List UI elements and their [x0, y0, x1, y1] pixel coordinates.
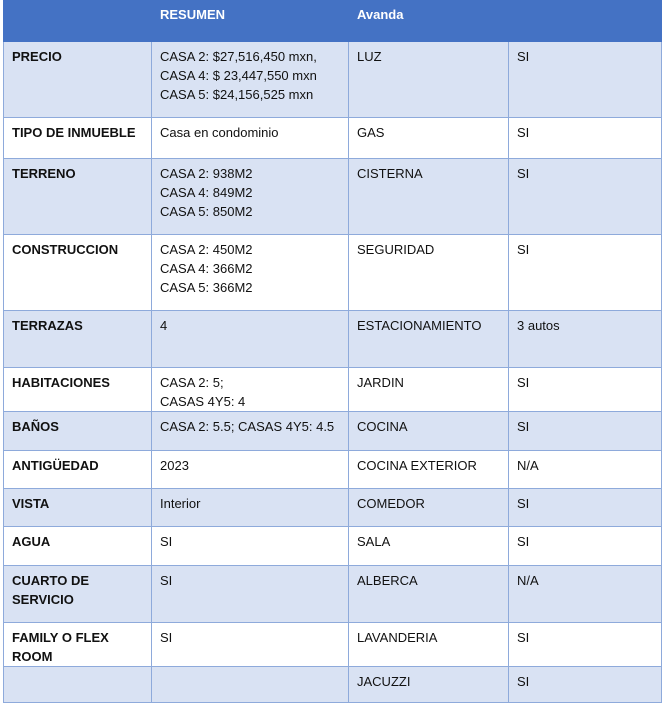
row-label: CUARTO DE SERVICIO: [4, 566, 152, 623]
row-value: [152, 368, 349, 412]
row-value: [152, 489, 349, 527]
row-label: VISTA: [4, 489, 152, 527]
row-value: [152, 451, 349, 489]
amenity-name: COCINA EXTERIOR: [349, 451, 509, 489]
table-row: [4, 235, 662, 311]
row-value-line: CASA 2: 450M2: [160, 242, 253, 257]
row-value: [152, 235, 349, 311]
property-summary-table: [3, 0, 662, 703]
row-label: AGUA: [4, 527, 152, 566]
amenity-status: SI: [509, 235, 662, 311]
row-value: [152, 566, 349, 623]
amenity-status: SI: [509, 368, 662, 412]
header-row: [4, 1, 662, 42]
amenity-name: SALA: [349, 527, 509, 566]
row-value-line: CASA 2: 938M2: [160, 166, 253, 181]
row-value-line: 4: [160, 318, 168, 333]
row-value-line: CASA 4: $ 23,447,550 mxn: [160, 68, 317, 83]
amenity-name: JACUZZI: [349, 667, 509, 703]
amenity-name: COCINA: [349, 412, 509, 451]
amenity-status: N/A: [509, 451, 662, 489]
row-value-line: CASA 4: 366M2: [160, 261, 253, 276]
row-label: TERRAZAS: [4, 311, 152, 368]
row-value-line: SI: [160, 630, 173, 645]
table-row: [4, 451, 662, 489]
amenity-name: ALBERCA: [349, 566, 509, 623]
amenity-name: GAS: [349, 118, 509, 159]
amenity-status: SI: [509, 489, 662, 527]
row-label: CONSTRUCCION: [4, 235, 152, 311]
row-value-line: 2023: [160, 458, 189, 473]
table-row: [4, 566, 662, 623]
row-value-line: SI: [160, 534, 173, 549]
row-label: HABITACIONES: [4, 368, 152, 412]
amenity-name: ESTACIONAMIENTO: [349, 311, 509, 368]
row-label: PRECIO: [4, 42, 152, 118]
amenity-name: CISTERNA: [349, 159, 509, 235]
row-label: TERRENO: [4, 159, 152, 235]
row-value-line: SI: [160, 573, 173, 588]
table-row: [4, 159, 662, 235]
amenity-status: SI: [509, 118, 662, 159]
amenity-status: SI: [509, 412, 662, 451]
row-value-line: CASA 4: 849M2: [160, 185, 253, 200]
row-value: [152, 159, 349, 235]
table-row: [4, 368, 662, 412]
header-cell-1: [4, 1, 152, 42]
amenity-status: SI: [509, 42, 662, 118]
table-row: [4, 118, 662, 159]
amenity-status: 3 autos: [509, 311, 662, 368]
row-value-line: CASA 2: 5.5; CASAS 4Y5: 4.5: [160, 419, 335, 434]
row-value-line: CASA 5: 850M2: [160, 204, 253, 219]
table-row: [4, 412, 662, 451]
table-row: [4, 527, 662, 566]
row-value-line: Interior: [160, 496, 201, 511]
row-value-line: Casa en condominio: [160, 125, 279, 140]
header-cell-4: [509, 1, 662, 42]
table-row: [4, 667, 662, 703]
row-label: BAÑOS: [4, 412, 152, 451]
row-label: TIPO DE INMUEBLE: [4, 118, 152, 159]
row-label: ANTIGÜEDAD: [4, 451, 152, 489]
row-value: [152, 42, 349, 118]
header-avanda: Avanda: [349, 1, 509, 42]
row-value: [152, 527, 349, 566]
row-value-line: CASA 5: 366M2: [160, 280, 253, 295]
row-value-line: CASA 2: $27,516,450 mxn,: [160, 49, 317, 64]
amenity-status: SI: [509, 667, 662, 703]
header-resumen: RESUMEN: [152, 1, 349, 42]
amenity-status: N/A: [509, 566, 662, 623]
row-value: [152, 311, 349, 368]
amenity-name: JARDIN: [349, 368, 509, 412]
table-row: [4, 489, 662, 527]
table-row: [4, 623, 662, 667]
amenity-name: COMEDOR: [349, 489, 509, 527]
amenity-name: LUZ: [349, 42, 509, 118]
amenity-name: LAVANDERIA: [349, 623, 509, 667]
amenity-status: SI: [509, 623, 662, 667]
row-value-line: CASA 2: 5;: [160, 375, 224, 390]
row-value: [152, 623, 349, 667]
row-label: [4, 667, 152, 703]
row-value: [152, 667, 349, 703]
row-value: [152, 118, 349, 159]
amenity-name: SEGURIDAD: [349, 235, 509, 311]
amenity-status: SI: [509, 159, 662, 235]
table-row: [4, 42, 662, 118]
amenity-status: SI: [509, 527, 662, 566]
row-value: [152, 412, 349, 451]
row-value-line: CASAS 4Y5: 4: [160, 394, 246, 409]
row-value-line: CASA 5: $24,156,525 mxn: [160, 87, 314, 102]
table-row: [4, 311, 662, 368]
row-label: FAMILY O FLEX ROOM: [4, 623, 152, 667]
